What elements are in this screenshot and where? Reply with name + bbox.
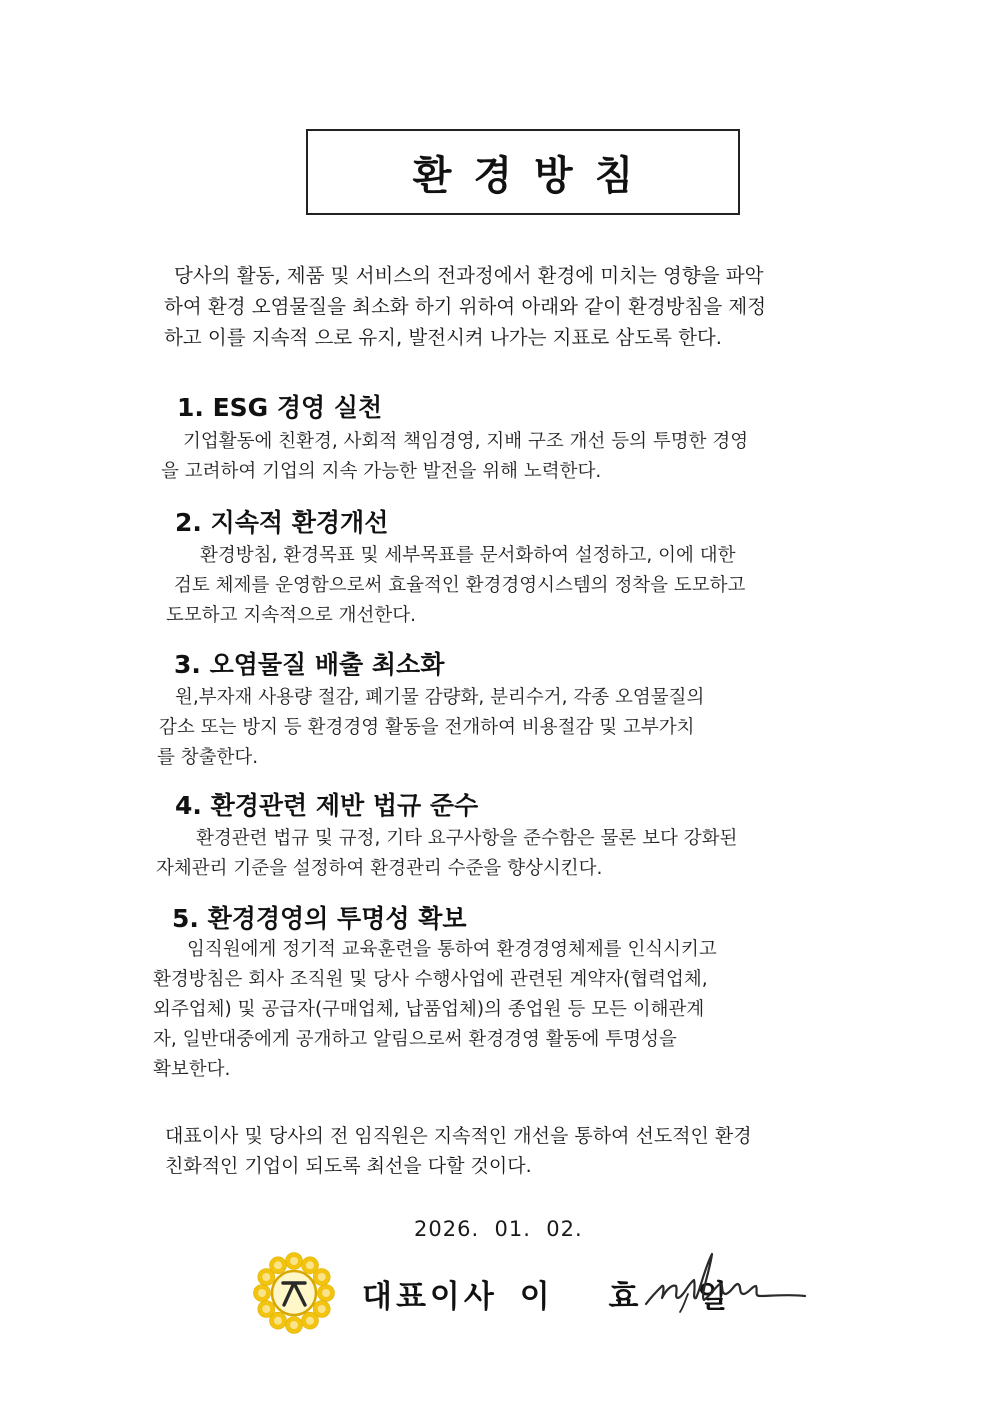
section-line: 도모하고 지속적으로 개선한다. [166,605,416,626]
section-line: 원,부자재 사용량 절감, 폐기물 감량화, 분리수거, 각종 오염물질의 [175,687,705,708]
section-line: 자체관리 기준을 설정하여 환경관리 수준을 향상시킨다. [156,858,603,879]
intro-line: 당사의 활동, 제품 및 서비스의 전과정에서 환경에 미치는 영향을 파악 [174,264,764,287]
section-line: 외주업체) 및 공급자(구매업체, 납품업체)의 종업원 등 모든 이해관계 [153,999,705,1020]
section-heading-4: 4. 환경관련 제반 법규 준수 [175,791,479,820]
title-box [306,129,740,215]
closing-line: 친화적인 기업이 되도록 최선을 다할 것이다. [165,1155,532,1177]
handwritten-signature [640,1240,810,1320]
section-line: 검토 체제를 운영함으로써 효율적인 환경경영시스템의 정착을 도모하고 [174,575,746,596]
section-heading-3: 3. 오염물질 배출 최소화 [174,650,445,679]
closing-paragraph [165,1121,865,1181]
section-line: 를 창출한다. [157,747,259,768]
section-line: 임직원에게 정기적 교육훈련을 통하여 환경경영체제를 인식시키고 [187,939,717,960]
section-line: 기업활동에 친환경, 사회적 책임경영, 지배 구조 개선 등의 투명한 경영 [183,431,749,452]
signer-name: 이 효 일 [519,1279,752,1315]
closing-line: 대표이사 및 당사의 전 임직원은 지속적인 개선을 통하여 선도적인 환경 [165,1125,752,1147]
section-line: 환경방침, 환경목표 및 세부목표를 문서화하여 설정하고, 이에 대한 [200,545,736,566]
intro-paragraph [164,260,884,353]
section-body-4 [156,824,737,884]
section-line: 을 고려하여 기업의 지속 가능한 발전을 위해 노력한다. [161,461,602,482]
document-date: 2026. 01. 02. [414,1217,583,1241]
company-seal-logo [253,1252,335,1334]
section-body-3 [157,683,704,773]
document-title: 환경방침 [412,152,656,199]
section-body-2 [166,541,745,631]
section-line: 확보한다. [153,1059,231,1080]
section-line: 환경관련 법규 및 규정, 기타 요구사항을 준수함은 물론 보다 강화된 [196,828,738,849]
intro-line: 하여 환경 오염물질을 최소화 하기 위하여 아래와 같이 환경방침을 제정 [164,295,767,318]
intro-line: 하고 이를 지속적 으로 유지, 발전시켜 나가는 지표로 삼도록 한다. [164,326,722,349]
section-line: 감소 또는 방지 등 환경경영 활동을 전개하여 비용절감 및 고부가치 [159,717,695,738]
section-line: 환경방침은 회사 조직원 및 당사 수행사업에 관련된 계약자(협력업체, [153,969,708,990]
signer-role: 대표이사 [362,1279,498,1315]
section-line: 자, 일반대중에게 공개하고 알림으로써 환경경영 활동에 투명성을 [153,1029,677,1050]
section-body-1 [161,427,748,487]
section-heading-1: 1. ESG 경영 실천 [177,393,383,422]
section-body-5 [153,935,717,1085]
section-heading-5: 5. 환경경영의 투명성 확보 [172,904,467,933]
section-heading-2: 2. 지속적 환경개선 [175,508,389,537]
